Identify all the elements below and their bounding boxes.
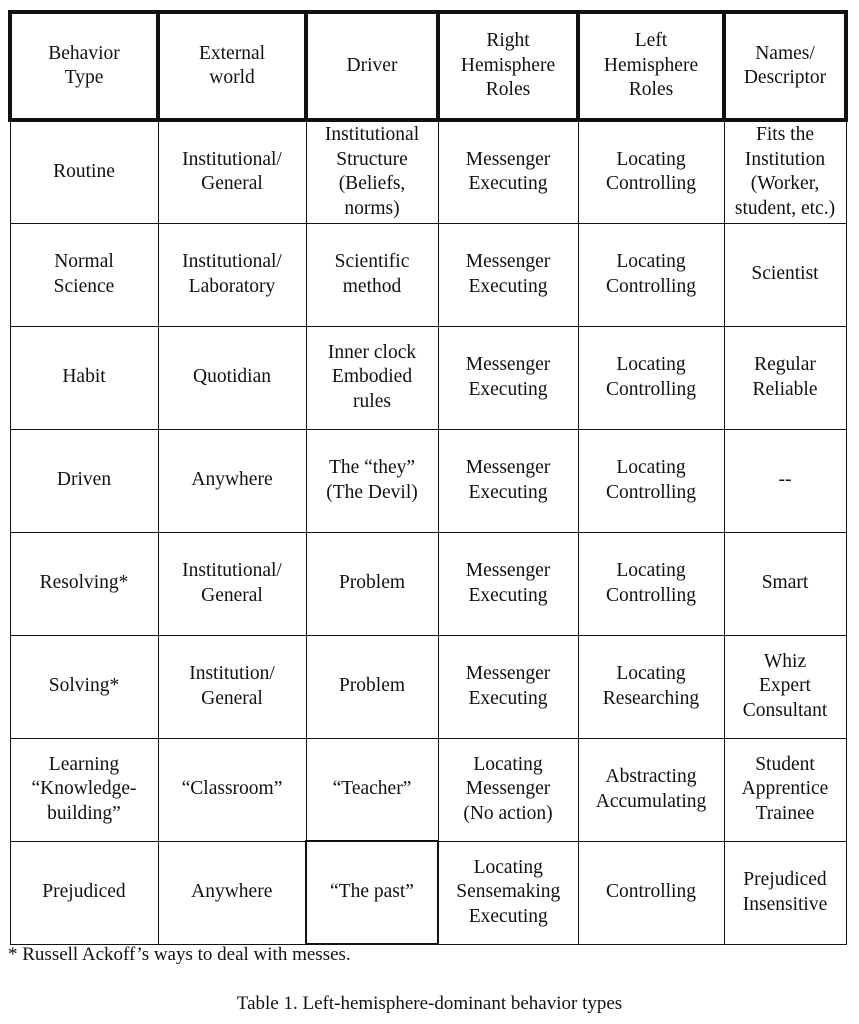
cell-right-hemisphere-roles: Messenger Executing (438, 326, 578, 429)
cell-driver: Institutional Structure (Beliefs, norms) (306, 120, 438, 223)
cell-left-hemisphere-roles: Abstracting Accumulating (578, 738, 724, 841)
cell-names-descriptor: Prejudiced Insensitive (724, 841, 846, 944)
cell-driver: Problem (306, 532, 438, 635)
table-row (10, 429, 846, 532)
cell-external-world: Quotidian (158, 326, 306, 429)
cell-external-world: Institutional/ General (158, 532, 306, 635)
table-caption: Table 1. Left-hemisphere-dominant behavior types (236, 993, 623, 1014)
cell-external-world: Institutional/ Laboratory (158, 223, 306, 326)
cell-right-hemisphere-roles: Locating Messenger (No action) (438, 738, 578, 841)
table-header-row (10, 12, 846, 120)
header-behavior-type: Behavior Type (10, 12, 158, 120)
cell-right-hemisphere-roles: Messenger Executing (438, 532, 578, 635)
cell-external-world: Anywhere (158, 841, 306, 944)
cell-right-hemisphere-roles: Messenger Executing (438, 120, 578, 223)
cell-behavior-type: Habit (10, 326, 158, 429)
cell-names-descriptor: Student Apprentice Trainee (724, 738, 846, 841)
cell-behavior-type: Learning “Knowledge- building” (10, 738, 158, 841)
cell-left-hemisphere-roles: Locating Controlling (578, 120, 724, 223)
cell-left-hemisphere-roles: Locating Controlling (578, 326, 724, 429)
cell-driver: “The past” (306, 841, 438, 944)
table-row (10, 738, 846, 841)
cell-behavior-type: Routine (10, 120, 158, 223)
cell-names-descriptor: -- (724, 429, 846, 532)
cell-external-world: Anywhere (158, 429, 306, 532)
cell-behavior-type: Normal Science (10, 223, 158, 326)
cell-driver: The “they” (The Devil) (306, 429, 438, 532)
behavior-table-container (8, 10, 844, 945)
header-left-hemisphere-roles: Left Hemisphere Roles (578, 12, 724, 120)
table-row (10, 326, 846, 429)
table-row (10, 223, 846, 326)
cell-names-descriptor: Whiz Expert Consultant (724, 635, 846, 738)
table-row (10, 120, 846, 223)
table-row (10, 635, 846, 738)
cell-external-world: Institutional/ General (158, 120, 306, 223)
header-right-hemisphere-roles: Right Hemisphere Roles (438, 12, 578, 120)
table-row (10, 841, 846, 944)
cell-left-hemisphere-roles: Locating Controlling (578, 223, 724, 326)
cell-external-world: Institution/ General (158, 635, 306, 738)
header-names-descriptor: Names/ Descriptor (724, 12, 846, 120)
cell-left-hemisphere-roles: Controlling (578, 841, 724, 944)
cell-right-hemisphere-roles: Messenger Executing (438, 223, 578, 326)
cell-behavior-type: Prejudiced (10, 841, 158, 944)
behavior-types-table (8, 10, 848, 945)
cell-right-hemisphere-roles: Messenger Executing (438, 635, 578, 738)
cell-external-world: “Classroom” (158, 738, 306, 841)
cell-right-hemisphere-roles: Messenger Executing (438, 429, 578, 532)
cell-driver: Inner clock Embodied rules (306, 326, 438, 429)
footnote: * Russell Ackoff’s ways to deal with messes. (8, 944, 351, 965)
cell-names-descriptor: Scientist (724, 223, 846, 326)
cell-right-hemisphere-roles: Locating Sensemaking Executing (438, 841, 578, 944)
cell-left-hemisphere-roles: Locating Researching (578, 635, 724, 738)
header-external-world: External world (158, 12, 306, 120)
cell-left-hemisphere-roles: Locating Controlling (578, 532, 724, 635)
cell-behavior-type: Resolving* (10, 532, 158, 635)
cell-driver: “Teacher” (306, 738, 438, 841)
cell-names-descriptor: Smart (724, 532, 846, 635)
cell-behavior-type: Solving* (10, 635, 158, 738)
cell-driver: Scientific method (306, 223, 438, 326)
table-row (10, 532, 846, 635)
header-driver: Driver (306, 12, 438, 120)
cell-names-descriptor: Fits the Institution (Worker, student, etc.) (724, 120, 846, 223)
cell-names-descriptor: Regular Reliable (724, 326, 846, 429)
cell-driver: Problem (306, 635, 438, 738)
cell-behavior-type: Driven (10, 429, 158, 532)
cell-left-hemisphere-roles: Locating Controlling (578, 429, 724, 532)
